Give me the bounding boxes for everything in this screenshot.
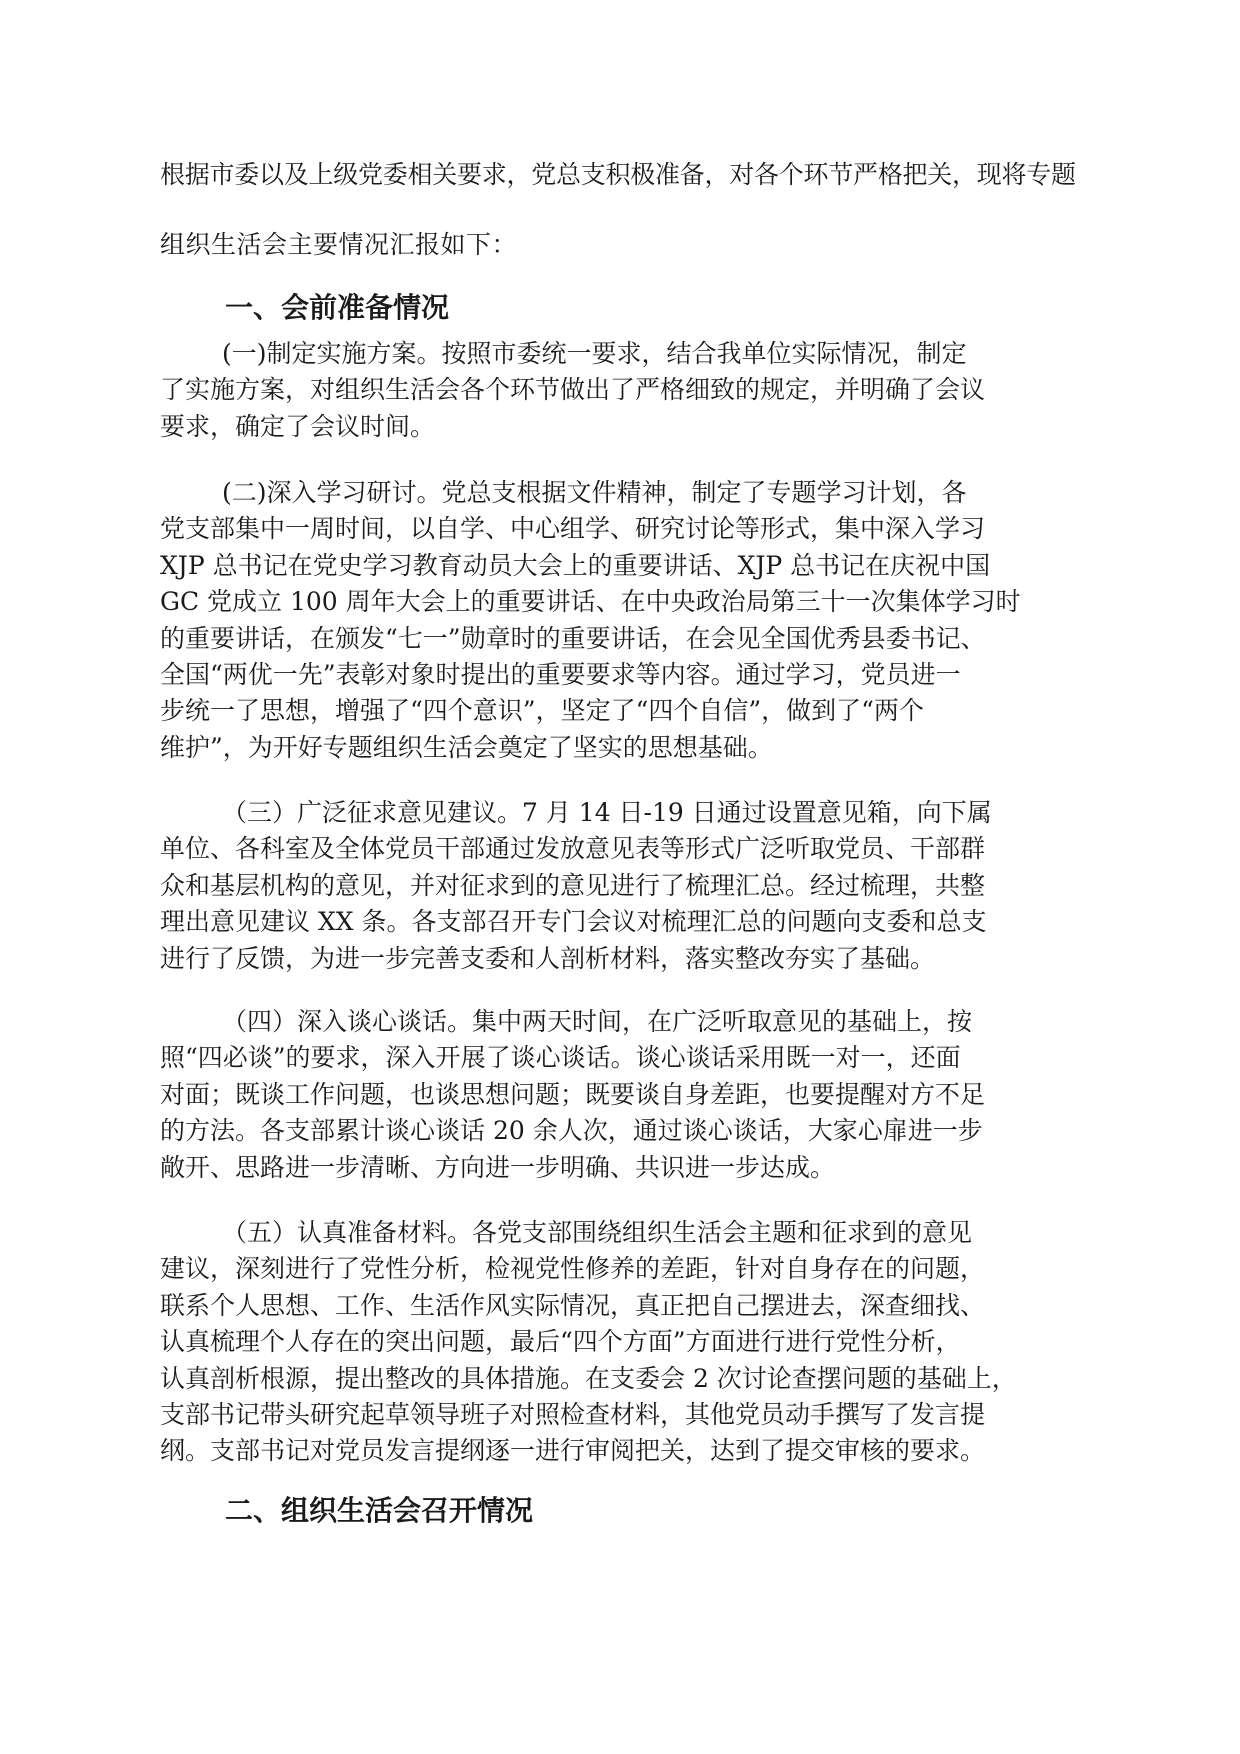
section-heading-meeting: 二、组织生活会召开情况 [225, 1494, 534, 1527]
paragraph-line: 的重要讲话，在颁发“七一”勋章时的重要讲话，在会见全国优秀县委书记、 [160, 623, 986, 653]
paragraph-study-discussion [160, 475, 1090, 766]
intro-line-2: 组织生活会主要情况汇报如下： [160, 230, 518, 259]
paragraph-heart-to-heart-talks [160, 1004, 1090, 1186]
paragraph-line: 的方法。各支部累计谈心谈话 20 余人次，通过谈心谈话，大家心扉进一步 [160, 1116, 983, 1146]
paragraph-line: 敞开、思路进一步清晰、方向进一步明确、共识进一步达成。 [160, 1152, 836, 1182]
paragraph-line: (一)制定实施方案。按照市委统一要求，结合我单位实际情况，制定 [222, 339, 967, 368]
paragraph-implementation-plan [160, 336, 1090, 445]
paragraph-line: 要求，确定了会议时间。 [160, 411, 436, 441]
paragraph-line: (二)深入学习研讨。党总支根据文件精神，制定了专题学习计划，各 [222, 478, 967, 507]
paragraph-solicit-opinions [160, 795, 1090, 977]
paragraph-line: （三）广泛征求意见建议。7 月 14 日-19 日通过设置意见箱，向下属 [222, 798, 992, 827]
paragraph-line: 党支部集中一周时间，以自学、中心组学、研究讨论等形式，集中深入学习 [160, 514, 986, 544]
paragraph-line: 照“四必谈”的要求，深入开展了谈心谈话。谈心谈话采用既一对一，还面 [160, 1043, 961, 1073]
paragraph-line: 维护”，为开好专题组织生活会奠定了坚实的思想基础。 [160, 732, 773, 762]
paragraph-line: 步统一了思想，增强了“四个意识”，坚定了“四个自信”，做到了“两个 [160, 696, 924, 726]
intro-line-1: 根据市委以及上级党委相关要求，党总支积极准备，对各个环节严格把关，现将专题 [160, 160, 1076, 189]
paragraph-line: 建议，深刻进行了党性分析，检视党性修养的差距，针对自身存在的问题， [160, 1254, 986, 1284]
paragraph-line: 对面；既谈工作问题，也谈思想问题；既要谈自身差距，也要提醒对方不足 [160, 1079, 986, 1109]
paragraph-prepare-materials [160, 1215, 1090, 1470]
paragraph-line: XJP 总书记在党史学习教育动员大会上的重要讲话、XJP 总书记在庆祝中国 [160, 550, 991, 580]
paragraph-line: （五）认真准备材料。各党支部围绕组织生活会主题和征求到的意见 [222, 1218, 973, 1247]
paragraph-line: 认真剖析根源，提出整改的具体措施。在支委会 2 次讨论查摆问题的基础上， [160, 1363, 1017, 1393]
paragraph-line: 全国“两优一先”表彰对象时提出的重要要求等内容。通过学习，党员进一 [160, 659, 961, 689]
paragraph-line: 理出意见建议 XX 条。各支部召开专门会议对梳理汇总的问题向支委和总支 [160, 907, 987, 937]
paragraph-line: 单位、各科室及全体党员干部通过发放意见表等形式广泛听取党员、干部群 [160, 834, 986, 864]
paragraph-line: 众和基层机构的意见，并对征求到的意见进行了梳理汇总。经过梳理，共整 [160, 870, 986, 900]
paragraph-line: GC 党成立 100 周年大会上的重要讲话、在中央政治局第三十一次集体学习时 [160, 587, 1021, 617]
section-heading-preparation: 一、会前准备情况 [225, 291, 450, 324]
paragraph-line: 了实施方案，对组织生活会各个环节做出了严格细致的规定，并明确了会议 [160, 375, 986, 405]
paragraph-line: 联系个人思想、工作、生活作风实际情况，真正把自己摆进去，深查细找、 [160, 1290, 986, 1320]
paragraph-line: 认真梳理个人存在的突出问题，最后“四个方面”方面进行进行党性分析， [160, 1327, 961, 1357]
paragraph-line: 进行了反馈，为进一步完善支委和人剖析材料，落实整改夯实了基础。 [160, 943, 936, 973]
paragraph-line: 支部书记带头研究起草领导班子对照检查材料，其他党员动手撰写了发言提 [160, 1399, 986, 1429]
paragraph-line: （四）深入谈心谈话。集中两天时间，在广泛听取意见的基础上，按 [222, 1007, 973, 1036]
paragraph-line: 纲。支部书记对党员发言提纲逐一进行审阅把关，达到了提交审核的要求。 [160, 1436, 986, 1466]
